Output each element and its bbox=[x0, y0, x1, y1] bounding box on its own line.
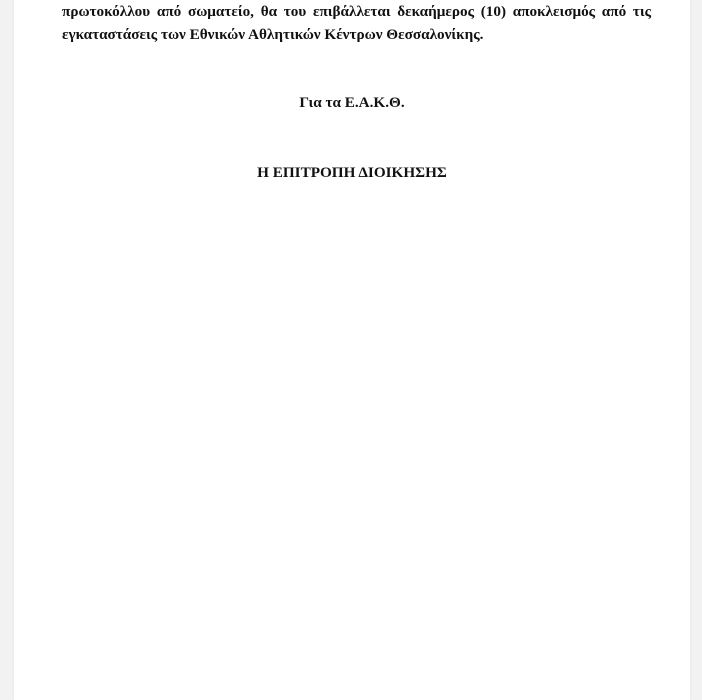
body-paragraph bbox=[62, 0, 651, 46]
paragraph-line-1: πρωτοκόλλου από σωματείο, θα του επιβάλλεται δεκαήμερος (10) αποκλεισμός από τις bbox=[62, 3, 651, 20]
paragraph-line-2: εγκαταστάσεις των Εθνικών Αθλητικών Κέντρων Θεσσαλονίκης. bbox=[62, 26, 484, 43]
committee-title: Η ΕΠΙΤΡΟΠΗ ΔΙΟΙΚΗΣΗΣ bbox=[257, 164, 447, 181]
document-page bbox=[14, 0, 690, 700]
signature-label: Για τα Ε.Α.Κ.Θ. bbox=[299, 94, 405, 111]
